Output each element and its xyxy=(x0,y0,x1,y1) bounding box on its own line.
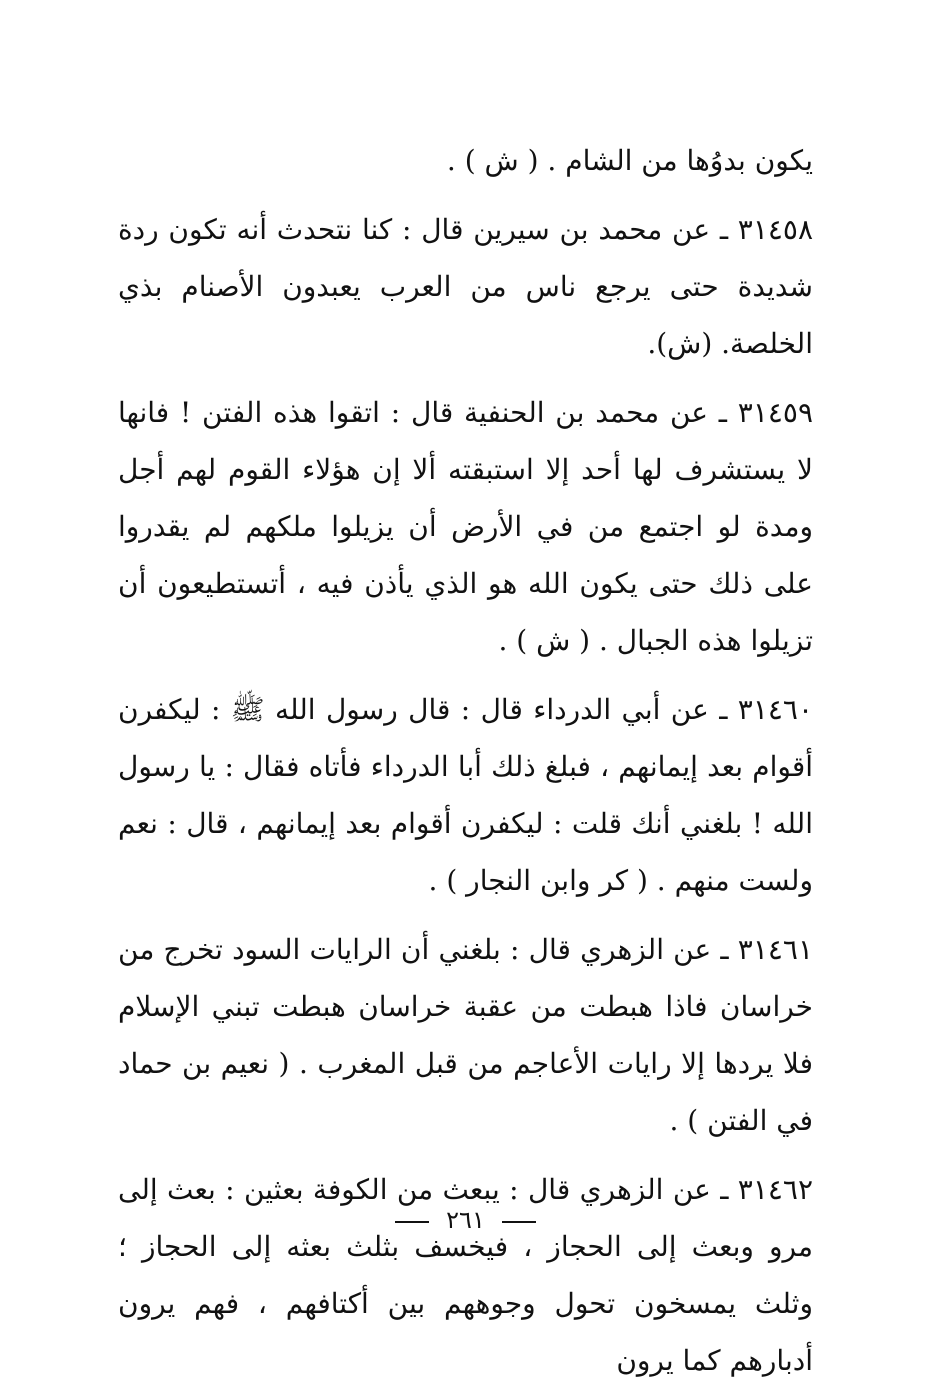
hadith-31459-paragraph: ٣١٤٥٩ ـ عن محمد بن الحنفية قال : اتقوا هذه الفتن ! فانها لا يستشرف لها أحد إلا استبقته ألا إن هؤلاء القوم لهم أجل ومدة لو اجتمع من في الأرض أن يزيلوا ملكهم لم يقدروا على ذلك حتى يكون الله هو الذي يأذن فيه ، أتستطيعون أن تزيلوا هذه الجبال . ( ش ) . xyxy=(118,396,813,657)
page-number: ٢٦١ xyxy=(446,1206,485,1234)
hadith-31460-paragraph: ٣١٤٦٠ ـ عن أبي الدرداء قال : قال رسول الله ﷺ : ليكفرن أقوام بعد إيمانهم ، فبلغ ذلك أبا الدرداء فأتاه فقال : يا رسول الله ! بلغني أنك قلت : ليكفرن أقوام بعد إيمانهم ، قال : نعم ولست منهم . ( كر وابن النجار ) . xyxy=(118,693,813,897)
hadith-31461-paragraph: ٣١٤٦١ ـ عن الزهري قال : بلغني أن الرايات السود تخرج من خراسان فاذا هبطت من عقبة خراسان هبطت تبني الإسلام فلا يردها إلا رايات الأعاجم من قبل المغرب . ( نعيم بن حماد في الفتن ) . xyxy=(118,933,813,1137)
page-number-footer xyxy=(0,1205,931,1235)
hadith-31458-paragraph: ٣١٤٥٨ ـ عن محمد بن سيرين قال : كنا نتحدث أنه تكون ردة شديدة حتى يرجع ناس من العرب يعبدون الأصنام بذي الخلصة. (ش). xyxy=(118,213,813,360)
continuation-paragraph: يكون بدوُها من الشام . ( ش ) . xyxy=(446,144,813,177)
hadith-31462-paragraph: ٣١٤٦٢ ـ عن الزهري قال : يبعث من الكوفة بعثين : بعث إلى مرو وبعث إلى الحجاز ، فيخسف بثلث بعثه إلى الحجاز ؛ وثلث يمسخون تحول وجوههم بين أكتافهم ، فهم يرون أدبارهم كما يرون xyxy=(118,1173,813,1377)
left-footer-dash xyxy=(395,1221,429,1223)
page-body-text xyxy=(118,132,813,1389)
right-footer-dash xyxy=(502,1221,536,1223)
